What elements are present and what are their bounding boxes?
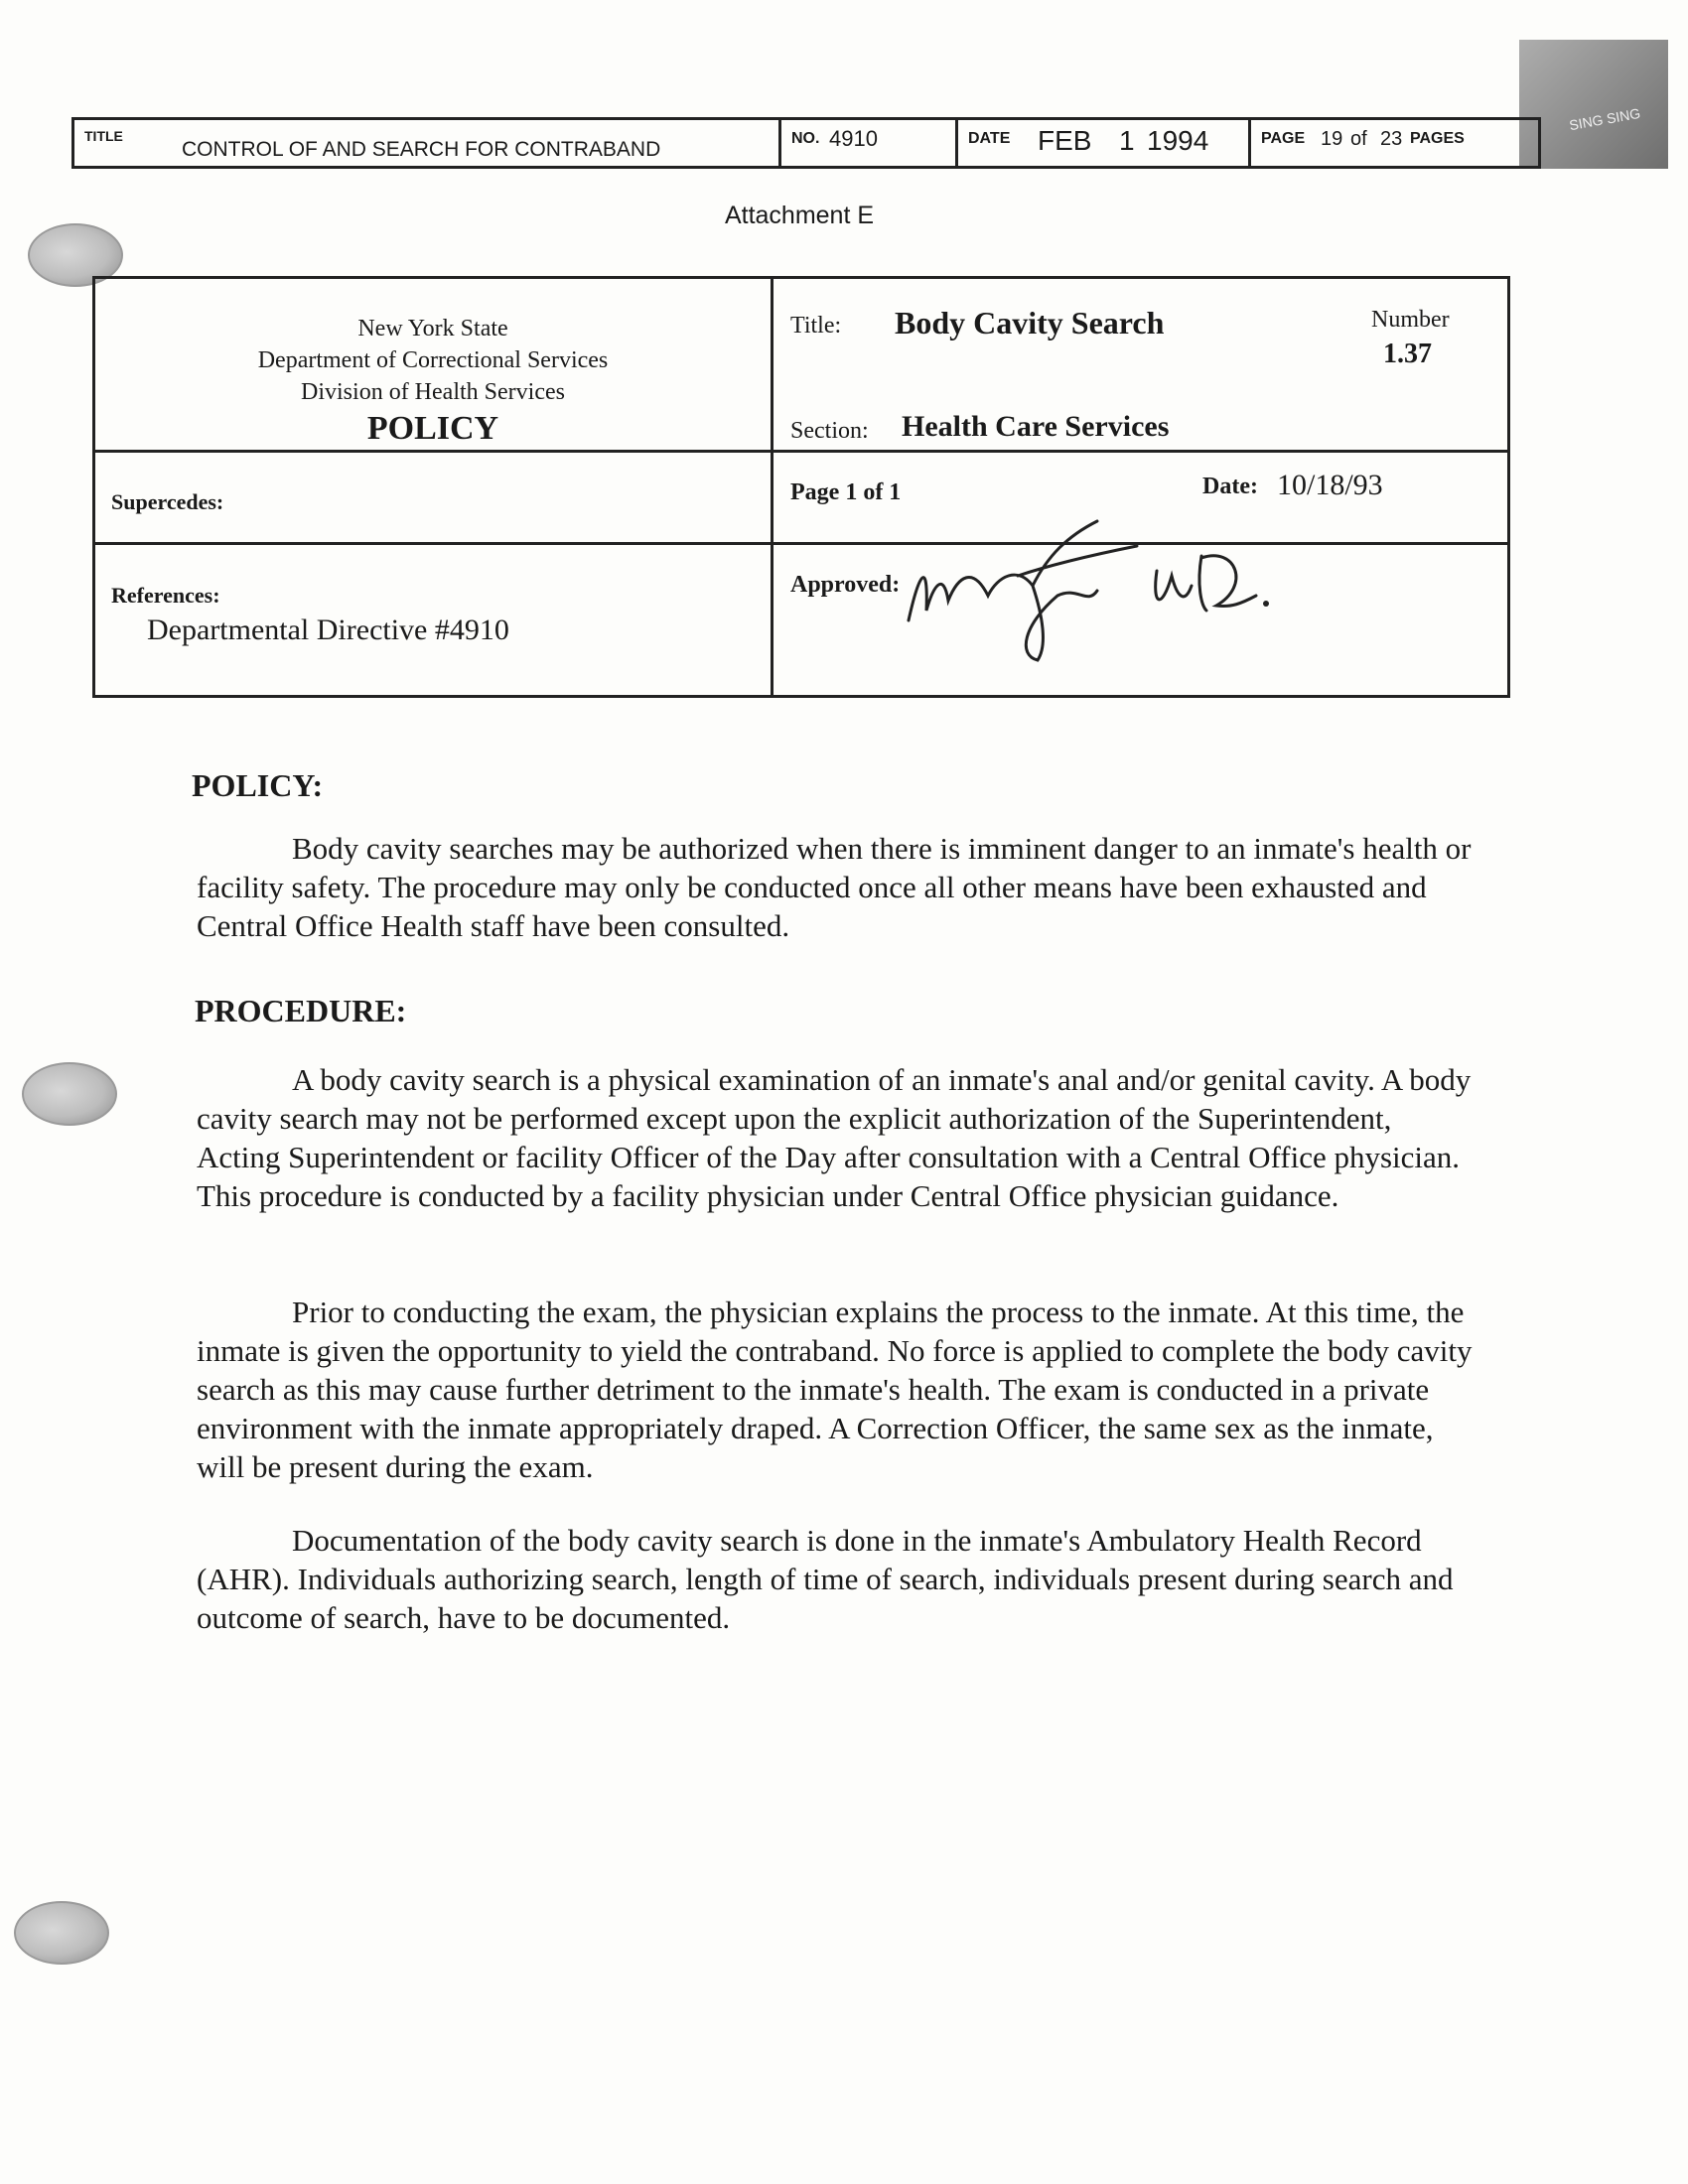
procedure-heading: PROCEDURE: [195, 993, 407, 1028]
header-date-label: DATE [968, 130, 1011, 147]
facility-stamp: SING SING [1567, 104, 1641, 134]
header-page-cell [1251, 120, 1538, 166]
scan-corner-artifact [1519, 40, 1668, 169]
header-date-month: FEB [1038, 125, 1092, 156]
number-value: 1.37 [1383, 339, 1432, 369]
approved-label: Approved: [790, 572, 901, 598]
procedure-paragraph-2: Prior to conducting the exam, the physician explains the process to the inmate. At this time, the inmate is given the opportunity to yield the contraband. No force is applied to complete the body cavity search as this may cause further detriment to the inmate's health. The exam is conducted in a private environment with the inmate appropriately draped. A Correction Officer, the same sex as the inmate, will be present during the exam. [197, 1295, 1473, 1484]
header-page-number: 19 [1321, 128, 1343, 150]
policy-paragraph: Body cavity searches may be authorized when there is imminent danger to an inmate's health or facility safety. The procedure may only be conducted once all other means have been exhausted and Central Office Health staff have been consulted. [197, 831, 1472, 943]
directive-header [71, 117, 1541, 169]
policy-info-box [92, 276, 1510, 698]
header-number-value: 4910 [829, 126, 878, 151]
org-state: New York State [357, 316, 508, 341]
box-divider-row2 [95, 542, 1507, 545]
header-number-cell [781, 120, 958, 166]
number-label: Number [1371, 307, 1450, 333]
title-label: Title: [790, 313, 842, 339]
approval-signature [899, 516, 1276, 665]
supercedes-label: Supercedes: [111, 489, 224, 514]
header-number-label: NO. [791, 130, 820, 147]
date-value: 10/18/93 [1277, 469, 1383, 501]
header-title-cell [74, 120, 781, 166]
date-label: Date: [1202, 474, 1258, 499]
header-page-of: of [1350, 128, 1367, 150]
header-title: CONTROL OF AND SEARCH FOR CONTRABAND [182, 138, 661, 161]
header-date-day: 1 [1119, 125, 1135, 156]
page-of-label: Page 1 of 1 [790, 479, 902, 505]
box-divider-vertical [771, 279, 774, 695]
header-page-label: PAGE [1261, 130, 1306, 147]
org-division: Division of Health Services [301, 379, 565, 405]
org-block [95, 313, 771, 450]
header-pages-label: PAGES [1410, 130, 1465, 147]
header-title-label: TITLE [84, 128, 123, 144]
attachment-label: Attachment E [724, 202, 875, 229]
punch-hole-bottom [14, 1901, 109, 1965]
procedure-paragraph-3: Documentation of the body cavity search is done in the inmate's Ambulatory Health Record (AHR). Individuals authorizing search, length of time of search, individuals present during search and outcome of search, have to be documented. [197, 1523, 1454, 1635]
org-policy-label: POLICY [366, 410, 499, 447]
box-divider-row1 [95, 450, 1507, 453]
header-date-cell [958, 120, 1251, 166]
header-date-year: 1994 [1147, 125, 1209, 156]
references-label: References: [111, 583, 220, 608]
punch-hole-middle [22, 1062, 117, 1126]
references-value: Departmental Directive #4910 [147, 614, 509, 646]
section-label: Section: [790, 418, 869, 444]
policy-heading: POLICY: [192, 767, 324, 803]
org-department: Department of Correctional Services [257, 347, 609, 373]
title-value: Body Cavity Search [895, 305, 1165, 341]
procedure-paragraph-1: A body cavity search is a physical examination of an inmate's anal and/or genital cavity. A body cavity search may not be performed except upon the explicit authorization of the Superintendent, Acting Superintendent or facility Officer of the Day after consultation with a Central Office physician. This procedure is conducted by a facility physician under Central Office physician guidance. [197, 1062, 1472, 1213]
section-value: Health Care Services [902, 410, 1170, 443]
header-page-total: 23 [1380, 128, 1403, 150]
